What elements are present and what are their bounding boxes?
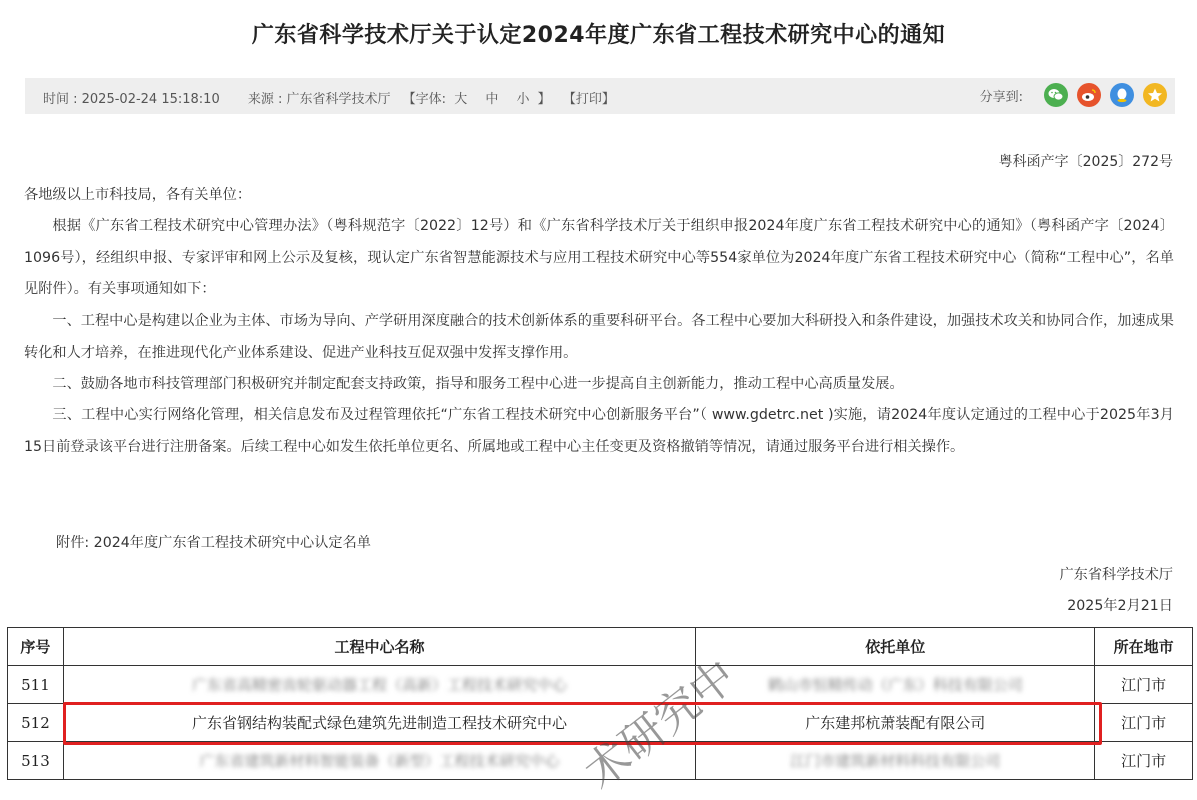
share-bar [980, 83, 1167, 107]
row-host-organization: 广东建邦杭萧装配有限公司 [696, 704, 1095, 742]
table-row-highlighted [8, 704, 1193, 742]
salutation: 各地级以上市科技局，各有关单位： [24, 187, 252, 203]
wechat-share-button[interactable] [1044, 83, 1068, 107]
attachment-line: 附件: 2024年度广东省工程技术研究中心认定名单 [56, 535, 371, 551]
article-meta-bar [25, 78, 1175, 114]
table-row [8, 666, 1193, 704]
table-header-row [8, 628, 1193, 666]
row-center-name [63, 666, 695, 704]
row-host-organization [696, 742, 1095, 780]
font-size-label: 【字体: [402, 92, 447, 107]
row-center-name [63, 742, 695, 780]
signature-date: 2025年2月21日 [1067, 598, 1173, 614]
font-small-link[interactable]: 小 [516, 92, 530, 107]
signature-organization: 广东省科学技术厅 [1059, 567, 1173, 583]
row-center-name: 广东省钢结构装配式绿色建筑先进制造工程技术研究中心 [63, 704, 695, 742]
paragraph-item-1: 一、工程中心是构建以企业为主体、市场为导向、产学研用深度融合的技术创新体系的重要科研平台。各工程中心要加大科研投入和条件建设，加强技术攻关和协同合作，加速成果转化和人才培养，在推进现代化产业体系建设、促进产业科技互促双强中发挥支撑作用。 [24, 313, 1174, 361]
center-list-table [7, 627, 1193, 780]
obscured-text: 江门市建筑新材料科技有限公司 [790, 752, 1001, 770]
header-center-name: 工程中心名称 [63, 628, 695, 666]
page-title: 广东省科学技术厅关于认定2024年度广东省工程技术研究中心的通知 [251, 23, 946, 48]
row-number: 512 [8, 704, 64, 742]
table-row [8, 742, 1193, 780]
watermark-text: 术研究中 [575, 650, 746, 799]
row-city: 江门市 [1095, 666, 1193, 704]
obscured-text: 鹤山市恒精传动（广东）科技有限公司 [767, 676, 1023, 694]
qq-share-button[interactable] [1110, 83, 1134, 107]
print-link[interactable]: 【打印】 [562, 92, 615, 107]
header-host-organization: 依托单位 [696, 628, 1095, 666]
paragraph-item-2: 二、鼓励各地市科技管理部门积极研究并制定配套支持政策，指导和服务工程中心进一步提高自主创新能力，推动工程中心高质量发展。 [52, 376, 904, 392]
article-source: 来源 : 广东省科学技术厅 [247, 92, 391, 107]
header-number: 序号 [8, 628, 64, 666]
font-size-close: 】 [537, 92, 551, 107]
weibo-icon [1081, 88, 1097, 102]
wechat-icon [1048, 88, 1064, 102]
document-number: 粤科函产字〔2025〕272号 [998, 154, 1173, 170]
publish-time: 时间 : 2025-02-24 15:18:10 [43, 92, 220, 107]
qzone-share-button[interactable] [1143, 83, 1167, 107]
qq-icon [1115, 87, 1129, 103]
weibo-share-button[interactable] [1077, 83, 1101, 107]
font-medium-link[interactable]: 中 [485, 92, 499, 107]
article-meta [43, 88, 623, 107]
row-number: 513 [8, 742, 64, 780]
qzone-icon [1147, 87, 1163, 103]
row-host-organization [696, 666, 1095, 704]
share-label: 分享到: [979, 89, 1023, 105]
row-city: 江门市 [1095, 704, 1193, 742]
paragraph-item-3: 三、工程中心实行网络化管理，相关信息发布及过程管理依托“广东省工程技术研究中心创新服务平台”（ www.gdetrc.net )实施，请2024年度认定通过的工程中心于2025年3月15日前登录该平台进行注册备案。后续工程中心如发生依托单位更名、所属地或工程中心主任变更及资格撤销等情况，请通过服务平台进行相关操作。 [24, 407, 1174, 455]
row-number: 511 [8, 666, 64, 704]
header-city: 所在地市 [1095, 628, 1193, 666]
obscured-text: 广东省建筑新材料智能装备（新型）工程技术研究中心 [199, 752, 560, 770]
paragraph-intro: 根据《广东省工程技术研究中心管理办法》（粤科规范字〔2022〕12号）和《广东省科学技术厅关于组织申报2024年度广东省工程技术研究中心的通知》（粤科函产字〔2024〕1096号），经组织申报、专家评审和网上公示及复核，现认定广东省智慧能源技术与应用工程技术研究中心等554家单位为2024年度广东省工程技术研究中心（简称“工程中心”，名单见附件）。有关事项通知如下： [24, 218, 1174, 297]
obscured-text: 广东省高精密齿轮驱动器工程（高新）工程技术研究中心 [191, 676, 567, 694]
font-large-link[interactable]: 大 [454, 92, 468, 107]
row-city: 江门市 [1095, 742, 1193, 780]
